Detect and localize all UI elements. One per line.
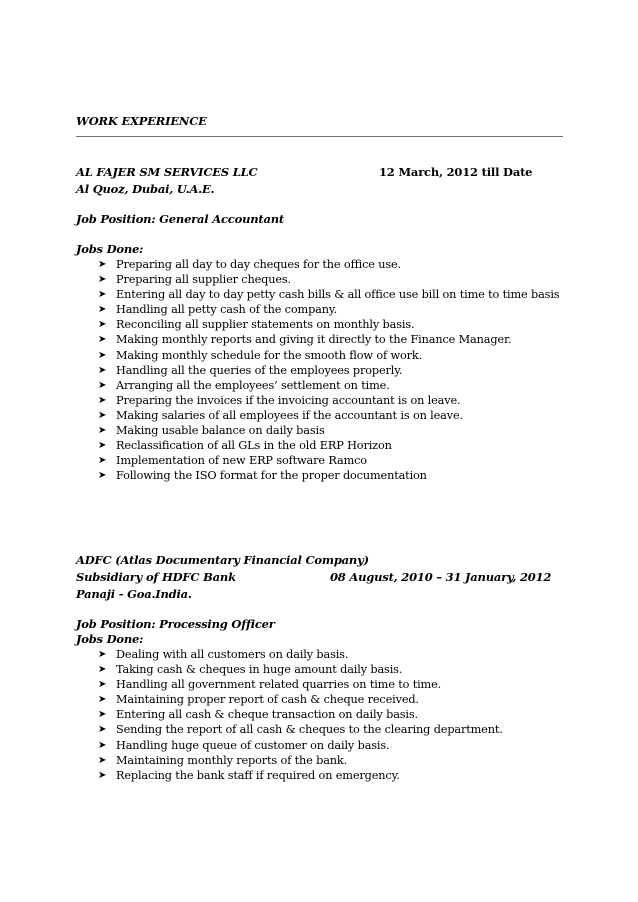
duty-list-item bbox=[98, 257, 559, 272]
job2-dates: 08 August, 2010 – 31 January, 2012 bbox=[330, 570, 552, 584]
duty-list-item bbox=[98, 768, 503, 783]
duty-text: Reclassification of all GLs in the old ERP Horizon bbox=[116, 439, 392, 453]
arrow-bullet-icon: ➤ bbox=[98, 455, 107, 467]
job2-location: Panaji - Goa.India. bbox=[76, 587, 192, 601]
duty-list-item bbox=[98, 423, 559, 438]
duty-list-item bbox=[98, 468, 559, 483]
section-title: WORK EXPERIENCE bbox=[76, 114, 207, 128]
duty-text: Implementation of new ERP software Ramco bbox=[116, 454, 367, 468]
duty-list-item bbox=[98, 317, 559, 332]
duty-list-item bbox=[98, 438, 559, 453]
duty-text: Reconciling all supplier statements on monthly basis. bbox=[116, 318, 415, 332]
arrow-bullet-icon: ➤ bbox=[98, 394, 107, 406]
job2-position: Job Position: Processing Officer bbox=[76, 617, 275, 631]
duty-text: Replacing the bank staff if required on emergency. bbox=[116, 768, 400, 782]
arrow-bullet-icon: ➤ bbox=[98, 724, 107, 736]
duty-text: Preparing all supplier cheques. bbox=[116, 273, 291, 287]
duty-list-item bbox=[98, 378, 559, 393]
duty-list-item bbox=[98, 348, 559, 363]
duty-list-item bbox=[98, 707, 503, 722]
job1-duties-list bbox=[98, 257, 559, 483]
arrow-bullet-icon: ➤ bbox=[98, 364, 107, 376]
duty-text: Making salaries of all employees if the accountant is on leave. bbox=[116, 408, 463, 422]
arrow-bullet-icon: ➤ bbox=[98, 379, 107, 391]
duty-list-item bbox=[98, 662, 503, 677]
duty-list-item bbox=[98, 738, 503, 753]
duty-text: Dealing with all customers on daily basis. bbox=[116, 648, 349, 661]
duty-text: Preparing the invoices if the invoicing accountant is on leave. bbox=[116, 393, 461, 407]
job1-company: AL FAJER SM SERVICES LLC bbox=[76, 165, 258, 179]
duty-list-item bbox=[98, 272, 559, 287]
duty-text: Taking cash & cheques in huge amount daily basis. bbox=[116, 663, 403, 677]
arrow-bullet-icon: ➤ bbox=[98, 664, 107, 676]
duty-text: Making usable balance on daily basis bbox=[116, 424, 325, 438]
arrow-bullet-icon: ➤ bbox=[98, 334, 107, 346]
arrow-bullet-icon: ➤ bbox=[98, 694, 107, 706]
duty-text: Making monthly schedule for the smooth flow of work. bbox=[116, 348, 423, 362]
duty-text: Entering all cash & cheque transaction on daily basis. bbox=[116, 708, 418, 722]
duty-text: Sending the report of all cash & cheques to the clearing department. bbox=[116, 723, 503, 737]
arrow-bullet-icon: ➤ bbox=[98, 739, 107, 751]
arrow-bullet-icon: ➤ bbox=[98, 470, 107, 482]
section-divider bbox=[76, 136, 563, 137]
duty-text: Handling all government related quarries on time to time. bbox=[116, 678, 442, 692]
duty-list-item bbox=[98, 408, 559, 423]
job1-duties-heading: Jobs Done: bbox=[76, 242, 144, 256]
arrow-bullet-icon: ➤ bbox=[98, 679, 107, 691]
duty-list-item bbox=[98, 753, 503, 768]
job2-duties-list bbox=[98, 647, 503, 783]
arrow-bullet-icon: ➤ bbox=[98, 274, 107, 286]
duty-text: Following the ISO format for the proper documentation bbox=[116, 469, 427, 483]
job1-position: Job Position: General Accountant bbox=[76, 212, 285, 226]
arrow-bullet-icon: ➤ bbox=[98, 425, 107, 437]
arrow-bullet-icon: ➤ bbox=[98, 319, 107, 331]
duty-list-item bbox=[98, 453, 559, 468]
arrow-bullet-icon: ➤ bbox=[98, 649, 107, 660]
duty-text: Maintaining proper report of cash & cheque received. bbox=[116, 693, 419, 707]
duty-list-item bbox=[98, 287, 559, 302]
arrow-bullet-icon: ➤ bbox=[98, 289, 107, 301]
duty-text: Making monthly reports and giving it directly to the Finance Manager. bbox=[116, 333, 512, 347]
duty-list-item bbox=[98, 302, 559, 317]
job2-company: ADFC (Atlas Documentary Financial Company) bbox=[76, 553, 369, 567]
arrow-bullet-icon: ➤ bbox=[98, 440, 107, 452]
duty-list-item bbox=[98, 332, 559, 347]
arrow-bullet-icon: ➤ bbox=[98, 409, 107, 421]
arrow-bullet-icon: ➤ bbox=[98, 709, 107, 721]
duty-list-item bbox=[98, 677, 503, 692]
duty-text: Maintaining monthly reports of the bank. bbox=[116, 753, 348, 767]
duty-list-item bbox=[98, 393, 559, 408]
arrow-bullet-icon: ➤ bbox=[98, 754, 107, 766]
arrow-bullet-icon: ➤ bbox=[98, 259, 107, 270]
duty-text: Handling all petty cash of the company. bbox=[116, 303, 338, 317]
job2-subsidiary: Subsidiary of HDFC Bank bbox=[76, 570, 236, 584]
duty-list-item bbox=[98, 647, 503, 662]
arrow-bullet-icon: ➤ bbox=[98, 349, 107, 361]
duty-text: Handling all the queries of the employees properly. bbox=[116, 363, 403, 377]
arrow-bullet-icon: ➤ bbox=[98, 304, 107, 316]
duty-text: Arranging all the employees’ settlement on time. bbox=[116, 378, 390, 392]
duty-list-item bbox=[98, 363, 559, 378]
duty-list-item bbox=[98, 692, 503, 707]
job1-dates bbox=[379, 165, 532, 179]
arrow-bullet-icon: ➤ bbox=[98, 769, 107, 781]
job1-dates-text: 12 March, 2012 till Date bbox=[379, 165, 533, 179]
job1-location: Al Quoz, Dubai, U.A.E. bbox=[76, 182, 215, 196]
job2-duties-heading: Jobs Done: bbox=[76, 632, 144, 646]
duty-list-item bbox=[98, 722, 503, 737]
duty-text: Preparing all day to day cheques for the office use. bbox=[116, 258, 401, 271]
duty-text: Entering all day to day petty cash bills & all office use bill on time to time basis bbox=[116, 288, 560, 302]
duty-text: Handling huge queue of customer on daily basis. bbox=[116, 738, 390, 752]
